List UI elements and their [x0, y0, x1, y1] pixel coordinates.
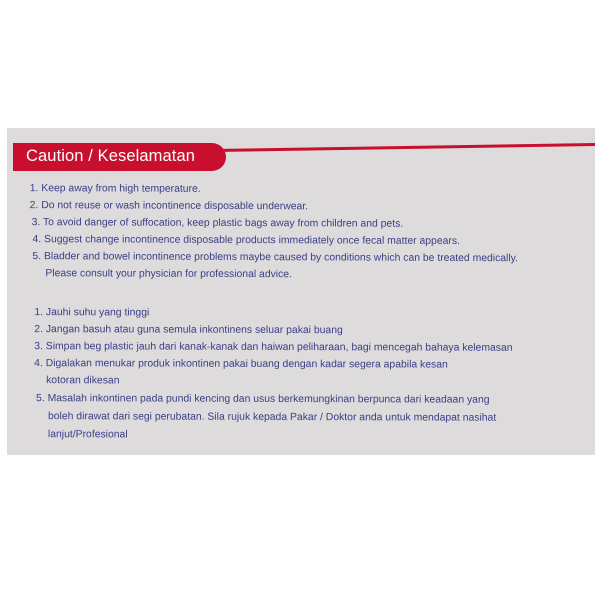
caution-label-panel [7, 128, 595, 455]
header-divider-line [213, 143, 595, 152]
english-item-5: 5. Bladder and bowel incontinence problems maybe caused by conditions which can be treated medically. [32, 251, 519, 265]
malay-item-5-end: lanjut/Profesional [47, 429, 128, 441]
english-item-4: 4. Suggest change incontinence disposable products immediately once fecal matter appears. [32, 234, 460, 247]
malay-item-5-continued: boleh dirawat dari segi perubatan. Sila rujuk kepada Pakar / Doktor anda untuk mendapat nasihat [47, 411, 497, 424]
english-item-2: 2. Do not reuse or wash incontinence disposable underwear. [29, 200, 309, 213]
malay-item-4: 4. Digalakan menukar produk inkontinen pakai buang dengan kadar segera apabila kesan [34, 358, 448, 371]
malay-item-2: 2. Jangan basuh atau guna semula inkontinens seluar pakai buang [34, 324, 343, 337]
english-item-3: 3. To avoid danger of suffocation, keep plastic bags away from children and pets. [31, 217, 404, 230]
caution-header-banner [13, 143, 226, 171]
malay-item-5: 5. Masalah inkontinen pada pundi kencing dan usus berkemungkinan berpunca dari keadaan yang [36, 393, 490, 406]
malay-item-4-continued: kotoran dikesan [46, 375, 120, 387]
english-item-5-continued: Please consult your physician for professional advice. [45, 268, 293, 281]
malay-item-3: 3. Simpan beg plastic jauh dari kanak-kanak dan haiwan peliharaan, bagi mencegah bahaya kelemasan [34, 341, 513, 354]
malay-item-1: 1. Jauhi suhu yang tinggi [34, 307, 150, 319]
english-item-1: 1. Keep away from high temperature. [29, 183, 201, 195]
caution-title: Caution / Keselamatan [26, 147, 196, 165]
